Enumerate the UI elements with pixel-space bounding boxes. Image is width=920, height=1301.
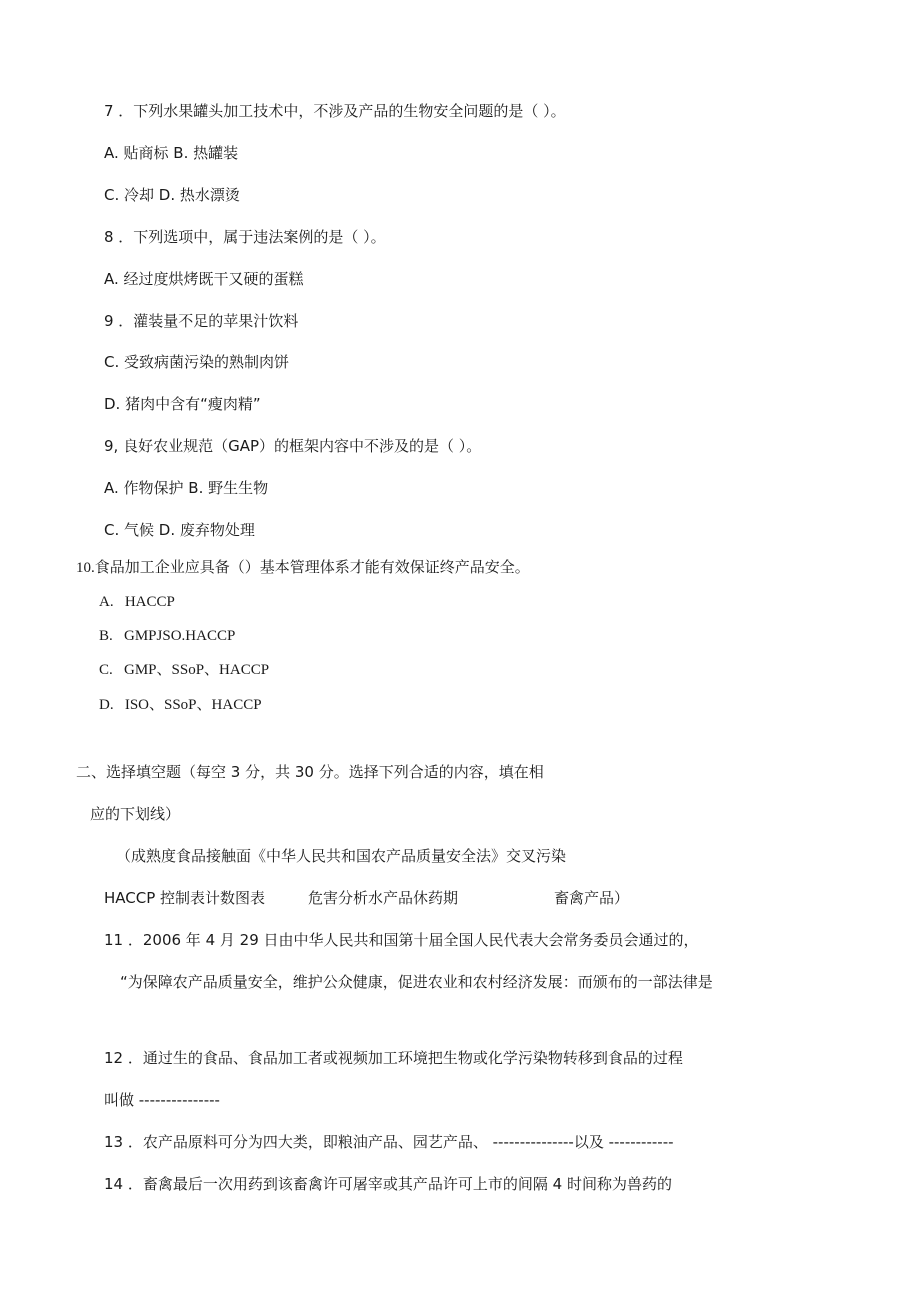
- section-2-title: 二、选择填空题（每空 3 分，共 30 分。选择下列合适的内容，填在相: [76, 763, 544, 781]
- question-9-options-ab: A. 作物保护 B. 野生生物: [104, 479, 269, 497]
- question-7-options-ab: A. 贴商标 B. 热罐装: [104, 144, 239, 162]
- question-12: 12 ．通过生的食品、食品加工者或视频加工环境把生物或化学污染物转移到食品的过程: [104, 1049, 683, 1067]
- question-10-option-c: C. GMP、SSoP、HACCP: [99, 662, 270, 678]
- section-2-title-cont: 应的下划线）: [90, 805, 181, 823]
- question-11-cont: “为保障农产品质量安全，维护公众健康，促进农业和农村经济发展：而颁布的一部法律是: [120, 973, 713, 991]
- question-12-cont: 叫做 ---------------: [104, 1091, 220, 1109]
- question-11: 11 ．2006 年 4 月 29 日由中华人民共和国第十届全国人民代表大会常务委员会通过的，: [104, 931, 699, 949]
- question-8-option-d: D. 猪肉中含有“瘦肉精”: [104, 395, 261, 413]
- question-14: 14 ．畜禽最后一次用药到该畜禽许可屠宰或其产品许可上市的间隔 4 时间称为兽药的: [104, 1175, 672, 1193]
- question-8-option-c: C. 受致病菌污染的熟制肉饼: [104, 353, 290, 371]
- choice-options-line-2c: 畜禽产品）: [554, 889, 630, 907]
- question-10-option-a: A. HACCP: [99, 594, 175, 610]
- choice-options-line-2b: 危害分析水产品休药期: [308, 889, 459, 907]
- question-8-option-a: A. 经过度烘烤既干又硬的蛋糕: [104, 270, 304, 288]
- question-7-options-cd: C. 冷却 D. 热水漂烫: [104, 186, 240, 204]
- question-7: 7 ．下列水果罐头加工技术中，不涉及产品的生物安全问题的是（ ）。: [104, 102, 566, 120]
- choice-options-line-2a: HACCP 控制表计数图表: [104, 889, 266, 907]
- question-13: 13 ．农产品原料可分为四大类，即粮油产品、园艺产品、 ---------------以及 ------------: [104, 1133, 674, 1151]
- question-8-option-b: 9 ．灌装量不足的苹果汁饮料: [104, 312, 299, 330]
- question-8: 8 ．下列选项中，属于违法案例的是（ ）。: [104, 228, 386, 246]
- question-10-option-b: B. GMPJSO.HACCP: [99, 628, 236, 644]
- choice-options-line-1: （成熟度食品接触面《中华人民共和国农产品质量安全法》交叉污染: [116, 847, 567, 865]
- question-10: 10.食品加工企业应具备（）基本管理体系才能有效保证终产品安全。: [76, 560, 530, 576]
- question-10-option-d: D. ISO、SSoP、HACCP: [99, 697, 262, 713]
- question-9-options-cd: C. 气候 D. 废弃物处理: [104, 521, 255, 539]
- question-9: 9, 良好农业规范（GAP）的框架内容中不涉及的是（ ）。: [104, 437, 482, 455]
